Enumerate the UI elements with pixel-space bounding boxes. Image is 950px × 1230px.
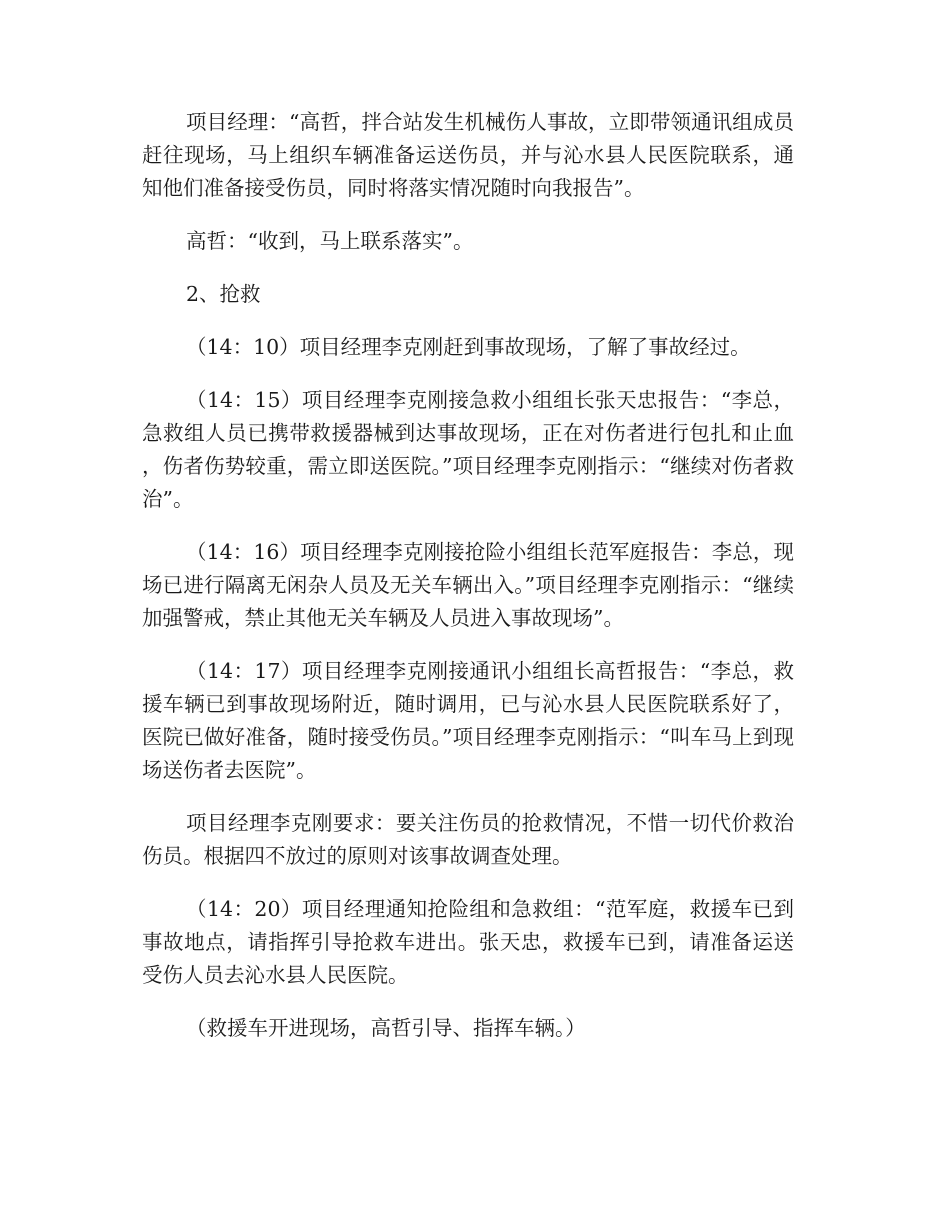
paragraph-reply: 高哲：“收到，马上联系落实”。 (186, 229, 474, 253)
paragraph-1410: （14：10）项目经理李克刚赶到事故现场，了解了事故经过。 (186, 335, 751, 359)
document-body (142, 106, 794, 1065)
paragraph-ambulance-note: （救援车开进现场，高哲引导、指挥车辆。） (186, 1016, 586, 1040)
paragraph-1417: （14：17）项目经理李克刚接通讯小组组长高哲报告：“李总，救援车辆已到事故现场附近，随时调用，已与沁水县人民医院联系好了，医院已做好准备，随时接受伤员。”项目经理李克刚指示：“叫车马上到现场送伤者去医院”。 (142, 659, 794, 782)
paragraph-requirement: 项目经理李克刚要求：要关注伤员的抢救情况，不惜一切代价救治伤员。根据四不放过的原则对该事故调查处理。 (142, 811, 794, 868)
paragraph-1415: （14：15）项目经理李克刚接急救小组组长张天忠报告：“李总，急救组人员已携带救援器械到达事故现场，正在对伤者进行包扎和止血，伤者伤势较重，需立即送医院。”项目经理李克刚指示：“继续对伤者救治”。 (142, 388, 794, 511)
paragraph-dispatch-order: 项目经理：“高哲，拌合站发生机械伤人事故，立即带领通讯组成员赶往现场，马上组织车辆准备运送伤员，并与沁水县人民医院联系，通知他们准备接受伤员，同时将落实情况随时向我报告”。 (142, 110, 794, 200)
paragraph-1416: （14：16）项目经理李克刚接抢险小组组长范军庭报告：李总，现场已进行隔离无闲杂人员及无关车辆出入。”项目经理李克刚指示：“继续加强警戒，禁止其他无关车辆及人员进入事故现场”。 (142, 540, 794, 630)
section-heading-rescue: 2、抢救 (186, 282, 261, 306)
paragraph-1420: （14：20）项目经理通知抢险组和急救组：“范军庭，救援车已到事故地点，请指挥引导抢救车进出。张天忠，救援车已到，请准备运送受伤人员去沁水县人民医院。 (142, 897, 794, 987)
